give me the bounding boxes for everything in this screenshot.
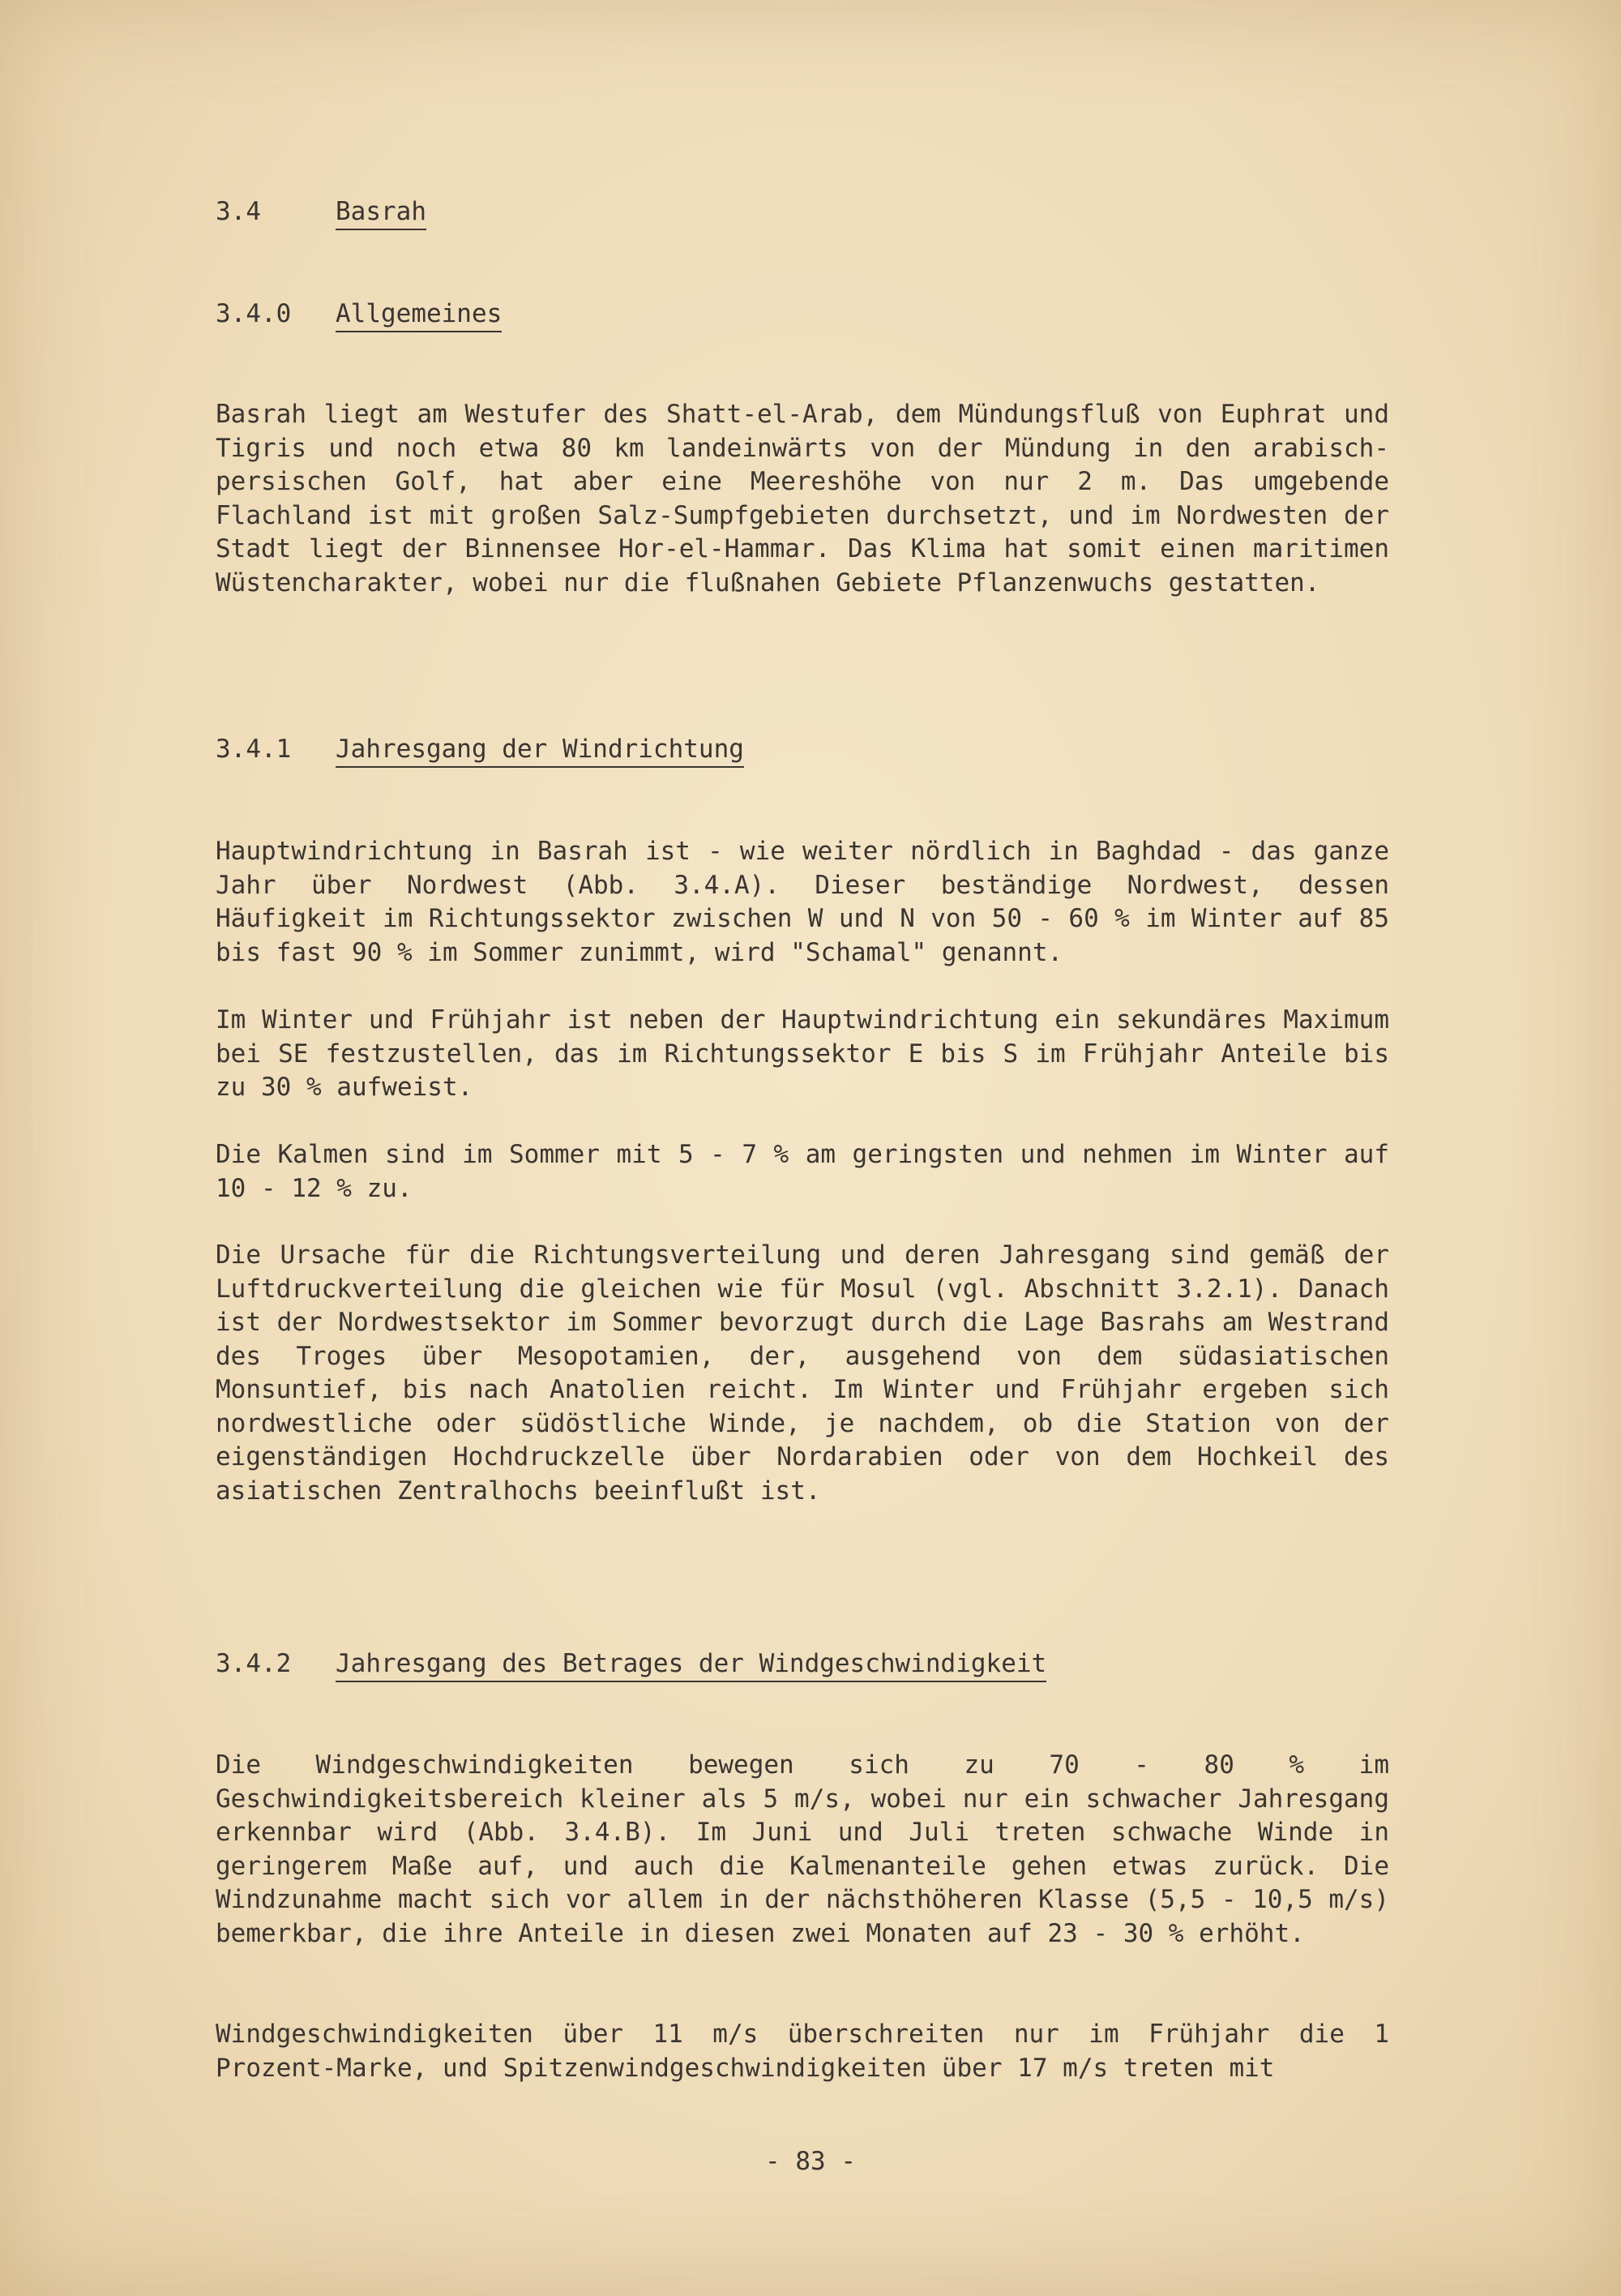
section-heading-3-4 bbox=[216, 197, 426, 226]
paragraph-windgeschwindigkeiten: Die Windgeschwindigkeiten bewegen sich zu 70 - 80 % im Geschwindigkeitsbereich kleiner als 5 m/s, wobei nur ein schwacher Jahresgang erkennbar wird (Abb. 3.4.B). Im Juni und Juli treten schwache Winde in geringerem Maße auf, und auch die Kalmenanteile gehen etwas zurück. Die Windzunahme macht sich vor allem in der nächsthöheren Klasse (5,5 - 10,5 m/s) bemerkbar, die ihre Anteile in diesen zwei Monaten auf 23 - 30 % erhöht. bbox=[216, 1750, 1389, 1948]
paragraph-hauptwindrichtung: Hauptwindrichtung in Basrah ist - wie weiter nördlich in Baghdad - das ganze Jahr über Nordwest (Abb. 3.4.A). Dieser beständige Nordwest, dessen Häufigkeit im Richtungssektor zwischen W und N von 50 - 60 % im Winter auf 85 bis fast 90 % im Sommer zunimmt, wird "Schamal" genannt. bbox=[216, 837, 1389, 967]
paragraph-kalmen: Die Kalmen sind im Sommer mit 5 - 7 % am geringsten und nehmen im Winter auf 10 - 12 % zu. bbox=[216, 1140, 1389, 1203]
section-number: 3.4.2 bbox=[216, 1649, 292, 1678]
section-title: Basrah bbox=[336, 197, 426, 230]
paragraph-spitzenwind: Windgeschwindigkeiten über 11 m/s überschreiten nur im Frühjahr die 1 Prozent-Marke, und Spitzenwindgeschwindigkeiten über 17 m/s treten mit bbox=[216, 2020, 1389, 2083]
section-number: 3.4.0 bbox=[216, 299, 292, 328]
page-number: - 83 - bbox=[765, 2147, 856, 2176]
paragraph-allgemeines: Basrah liegt am Westufer des Shatt-el-Arab, dem Mündungsfluß von Euphrat und Tigris und noch etwa 80 km landeinwärts von der Mündung in den arabisch-persischen Golf, hat aber eine Meereshöhe von nur 2 m. Das umgebende Flachland ist mit großen Salz-Sumpfgebieten durchsetzt, und im Nordwesten der Stadt liegt der Binnensee Hor-el-Hammar. Das Klima hat somit einen maritimen Wüstencharakter, wobei nur die flußnahen Gebiete Pflanzenwuchs gestatten. bbox=[216, 400, 1389, 598]
paragraph-ursache: Die Ursache für die Richtungsverteilung und deren Jahresgang sind gemäß der Luftdruckverteilung die gleichen wie für Mosul (vgl. Abschnitt 3.2.1). Danach ist der Nordwestsektor im Sommer bevorzugt durch die Lage Basrahs am Westrand des Troges über Mesopotamien, der, ausgehend von dem südasiatischen Monsuntief, bis nach Anatolien reicht. Im Winter und Frühjahr ergeben sich nordwestliche oder südöstliche Winde, je nachdem, ob die Station von der eigenständigen Hochdruckzelle über Nordarabien oder von dem Hochkeil des asiatischen Zentralhochs beeinflußt ist. bbox=[216, 1240, 1389, 1506]
section-title: Allgemeines bbox=[336, 299, 502, 332]
section-heading-3-4-0 bbox=[216, 299, 502, 328]
section-heading-3-4-1 bbox=[216, 735, 744, 764]
section-heading-3-4-2 bbox=[216, 1649, 1046, 1678]
section-title: Jahresgang der Windrichtung bbox=[336, 735, 744, 768]
section-number: 3.4.1 bbox=[216, 735, 292, 764]
section-title: Jahresgang des Betrages der Windgeschwindigkeit bbox=[336, 1649, 1046, 1682]
section-number: 3.4 bbox=[216, 197, 261, 226]
paragraph-sekundaeres-maximum: Im Winter und Frühjahr ist neben der Hauptwindrichtung ein sekundäres Maximum bei SE festzustellen, das im Richtungssektor E bis S im Frühjahr Anteile bis zu 30 % aufweist. bbox=[216, 1005, 1389, 1102]
